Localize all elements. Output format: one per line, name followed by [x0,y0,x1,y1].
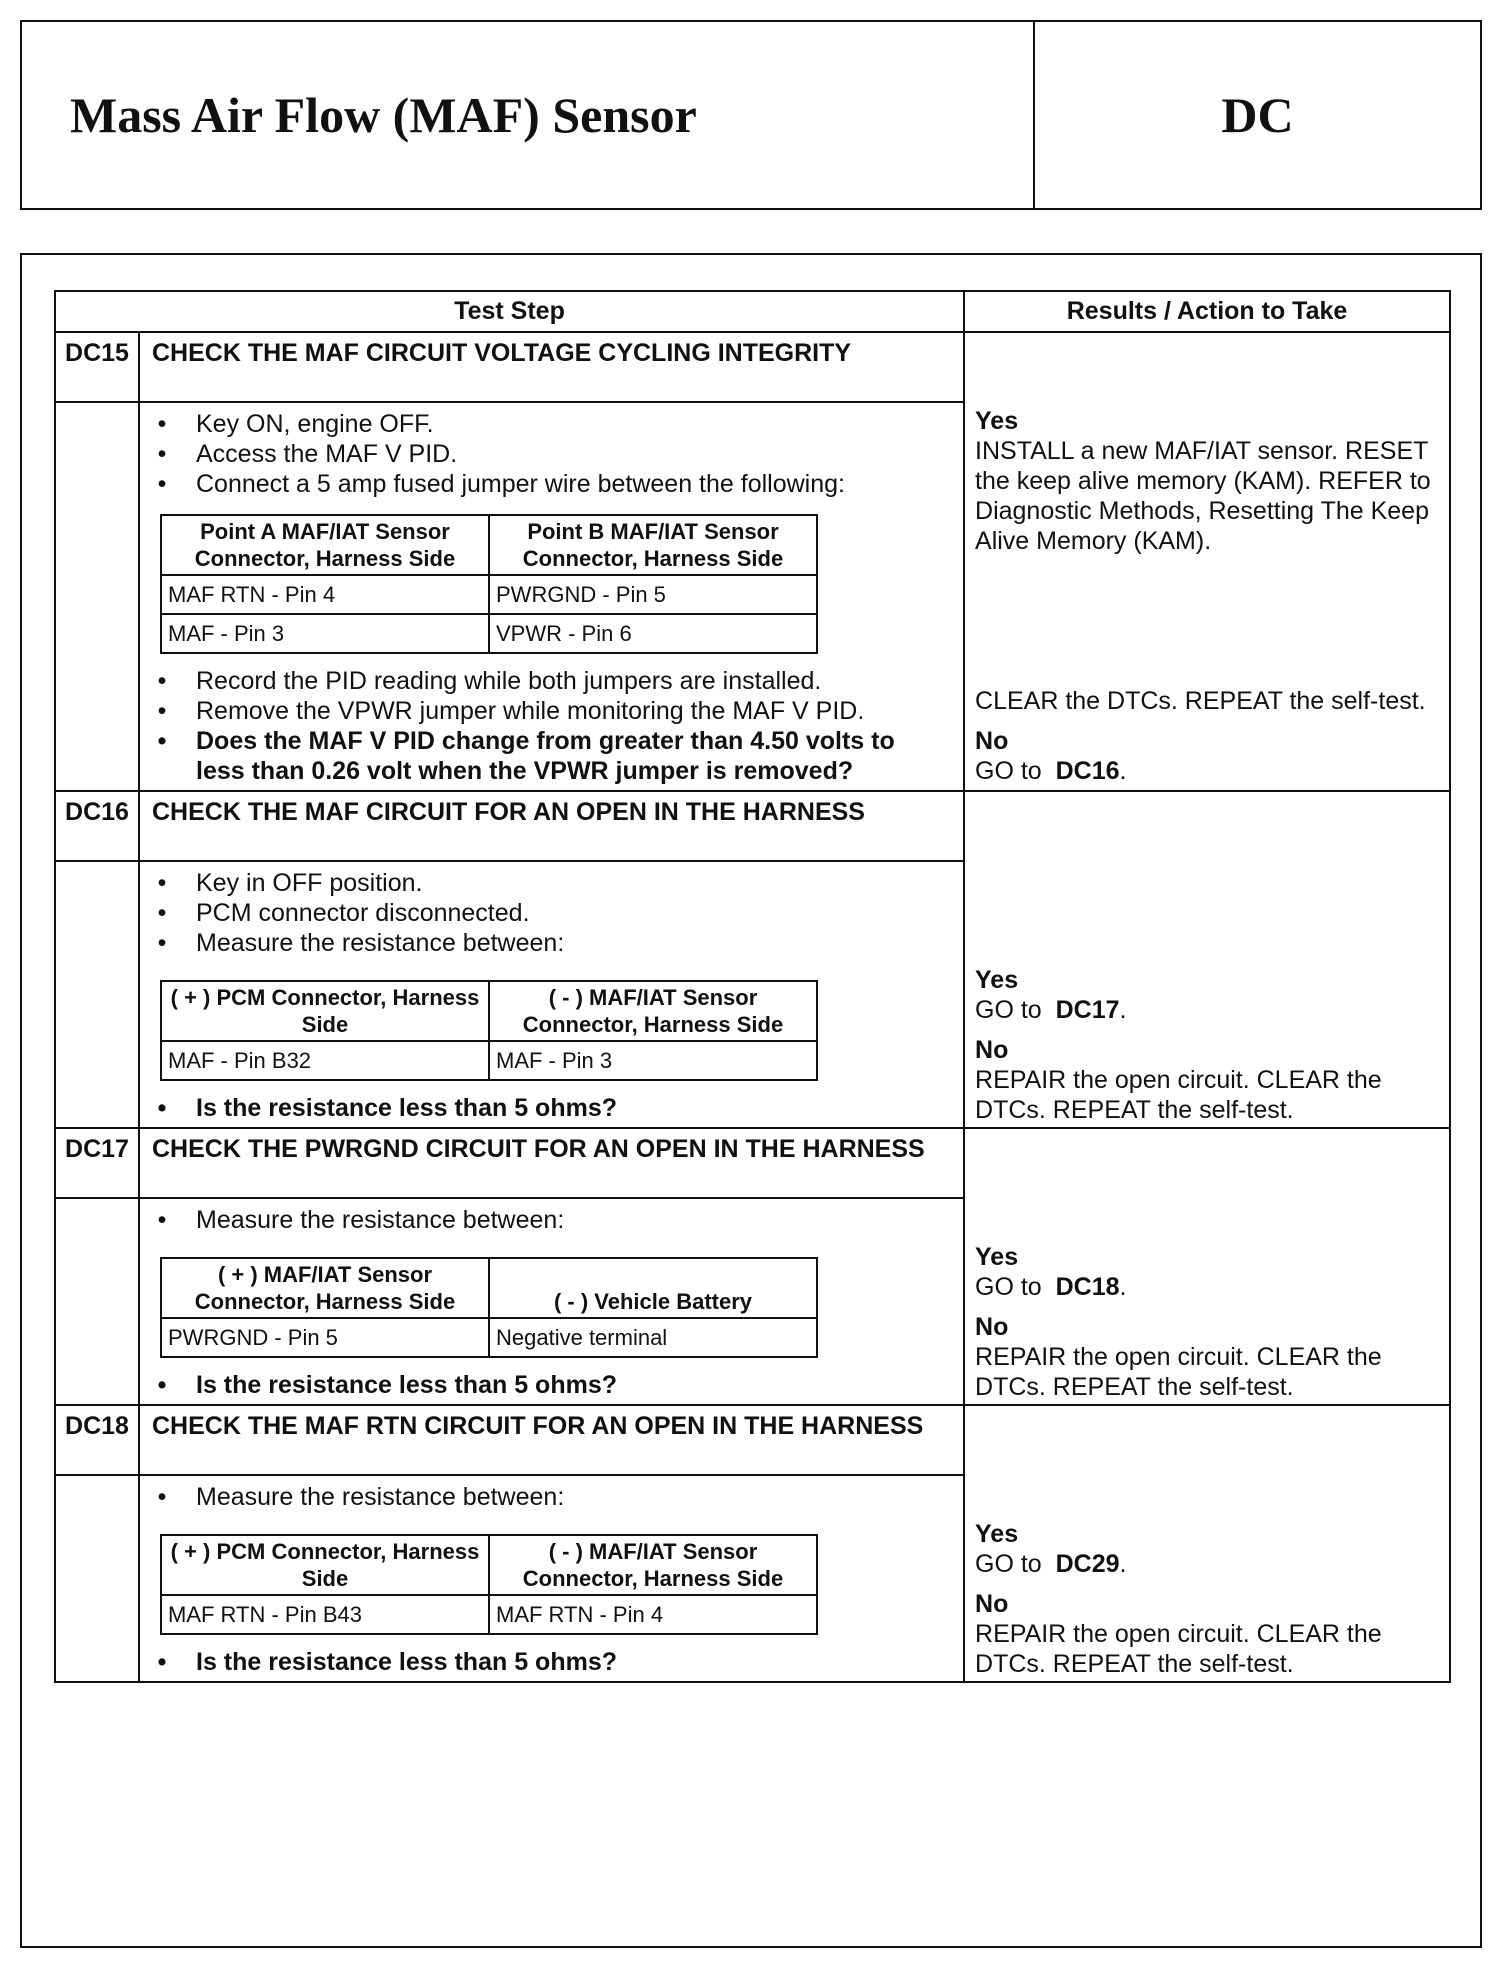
yes-label: Yes [975,1520,1019,1548]
table-cell: VPWR - Pin 6 [489,614,817,653]
step-body [139,402,964,791]
goto-text: GO to [975,996,1042,1024]
step-body [139,1198,964,1405]
step-question: • Does the MAF V PID change from greater than 4.50 volts to less than 0.26 volt when the VPWR jumper is removed? [152,726,923,786]
step-body [139,861,964,1128]
yes-label: Yes [975,966,1019,994]
step-id: DC18 [55,1405,139,1475]
bullet-item: • Connect a 5 amp fused jumper wire between the following: [152,469,923,499]
bullet-item: • Measure the resistance between: [152,1482,923,1512]
column-header-test-step: Test Step [55,291,964,332]
table-header: ( + ) PCM Connector, Harness Side [161,1535,489,1595]
table-cell: MAF RTN - Pin B43 [161,1595,489,1634]
table-cell: Negative terminal [489,1318,817,1357]
step-id: DC16 [55,791,139,861]
connection-table [160,1534,818,1635]
step-results: Yes GO to DC18. No REPAIR the open circuit. CLEAR the DTCs. REPEAT the self-test. [964,1128,1450,1405]
goto-target: DC18 [1055,1273,1120,1301]
table-cell: PWRGND - Pin 5 [161,1318,489,1357]
connection-table [160,980,818,1081]
page-title: Mass Air Flow (MAF) Sensor [22,22,1035,208]
bullet-item: • Access the MAF V PID. [152,439,923,469]
bullet-item: • Key in OFF position. [152,868,923,898]
no-action: REPAIR the open circuit. CLEAR the DTCs. REPEAT the self-test. [975,1620,1382,1678]
connection-table [160,1257,818,1358]
no-label: No [975,1036,1009,1064]
yes-label: Yes [975,407,1019,435]
step-question: • Is the resistance less than 5 ohms? [152,1093,923,1123]
step-question: • Is the resistance less than 5 ohms? [152,1370,923,1400]
step-title: CHECK THE MAF RTN CIRCUIT FOR AN OPEN IN THE HARNESS [139,1405,964,1475]
bullet-item: • Remove the VPWR jumper while monitoring the MAF V PID. [152,696,923,726]
no-label: No [975,1590,1009,1618]
goto-text: GO to [975,1273,1042,1301]
step-title: CHECK THE MAF CIRCUIT FOR AN OPEN IN THE HARNESS [139,791,964,861]
test-step-table [54,290,1451,1683]
step-id: DC17 [55,1128,139,1198]
bullet-item: • Key ON, engine OFF. [152,409,923,439]
table-cell: MAF - Pin B32 [161,1041,489,1080]
bullet-item: • Measure the resistance between: [152,928,923,958]
goto-target: DC17 [1055,996,1120,1024]
step-title: CHECK THE MAF CIRCUIT VOLTAGE CYCLING INTEGRITY [139,332,964,402]
yes-action: INSTALL a new MAF/IAT sensor. RESET the keep alive memory (KAM). REFER to Diagnostic Methods, Resetting The Keep Alive Memory (KAM). [975,437,1431,555]
table-header: Point A MAF/IAT Sensor Connector, Harness Side [161,515,489,575]
step-results: Yes GO to DC17. No REPAIR the open circuit. CLEAR the DTCs. REPEAT the self-test. [964,791,1450,1128]
bullet-item: • PCM connector disconnected. [152,898,923,928]
connection-table [160,514,818,654]
table-header: ( - ) MAF/IAT Sensor Connector, Harness Side [489,981,817,1041]
step-body [139,1475,964,1682]
step-id: DC15 [55,332,139,402]
goto-target: DC16 [1055,757,1120,785]
yes-action-2: CLEAR the DTCs. REPEAT the self-test. [975,687,1426,715]
table-header: ( + ) MAF/IAT Sensor Connector, Harness Side [161,1258,489,1318]
no-action: REPAIR the open circuit. CLEAR the DTCs. REPEAT the self-test. [975,1066,1382,1124]
no-action: REPAIR the open circuit. CLEAR the DTCs. REPEAT the self-test. [975,1343,1382,1401]
table-cell: MAF RTN - Pin 4 [489,1595,817,1634]
goto-text: GO to [975,757,1042,785]
bullet-item: • Measure the resistance between: [152,1205,923,1235]
table-header: Point B MAF/IAT Sensor Connector, Harness Side [489,515,817,575]
test-frame [20,253,1482,1948]
table-cell: MAF - Pin 3 [489,1041,817,1080]
table-header: ( - ) MAF/IAT Sensor Connector, Harness Side [489,1535,817,1595]
step-results: Yes INSTALL a new MAF/IAT sensor. RESET the keep alive memory (KAM). REFER to Diagnostic Methods, Resetting The Keep Alive Memory (KAM). CLEAR the DTCs. REPEAT the self-test. No GO to DC16. [964,332,1450,791]
section-code: DC [1221,87,1294,143]
bullet-item: • Record the PID reading while both jumpers are installed. [152,666,923,696]
goto-target: DC29 [1055,1550,1120,1578]
yes-label: Yes [975,1243,1019,1271]
table-header: ( - ) Vehicle Battery [489,1258,817,1318]
goto-text: GO to [975,1550,1042,1578]
no-label: No [975,1313,1009,1341]
table-cell: MAF - Pin 3 [161,614,489,653]
table-header: ( + ) PCM Connector, Harness Side [161,981,489,1041]
no-label: No [975,727,1009,755]
table-cell: MAF RTN - Pin 4 [161,575,489,614]
page-header [20,20,1482,210]
step-results: Yes GO to DC29. No REPAIR the open circuit. CLEAR the DTCs. REPEAT the self-test. [964,1405,1450,1682]
table-cell: PWRGND - Pin 5 [489,575,817,614]
step-title: CHECK THE PWRGND CIRCUIT FOR AN OPEN IN THE HARNESS [139,1128,964,1198]
column-header-results: Results / Action to Take [964,291,1450,332]
step-question: • Is the resistance less than 5 ohms? [152,1647,923,1677]
